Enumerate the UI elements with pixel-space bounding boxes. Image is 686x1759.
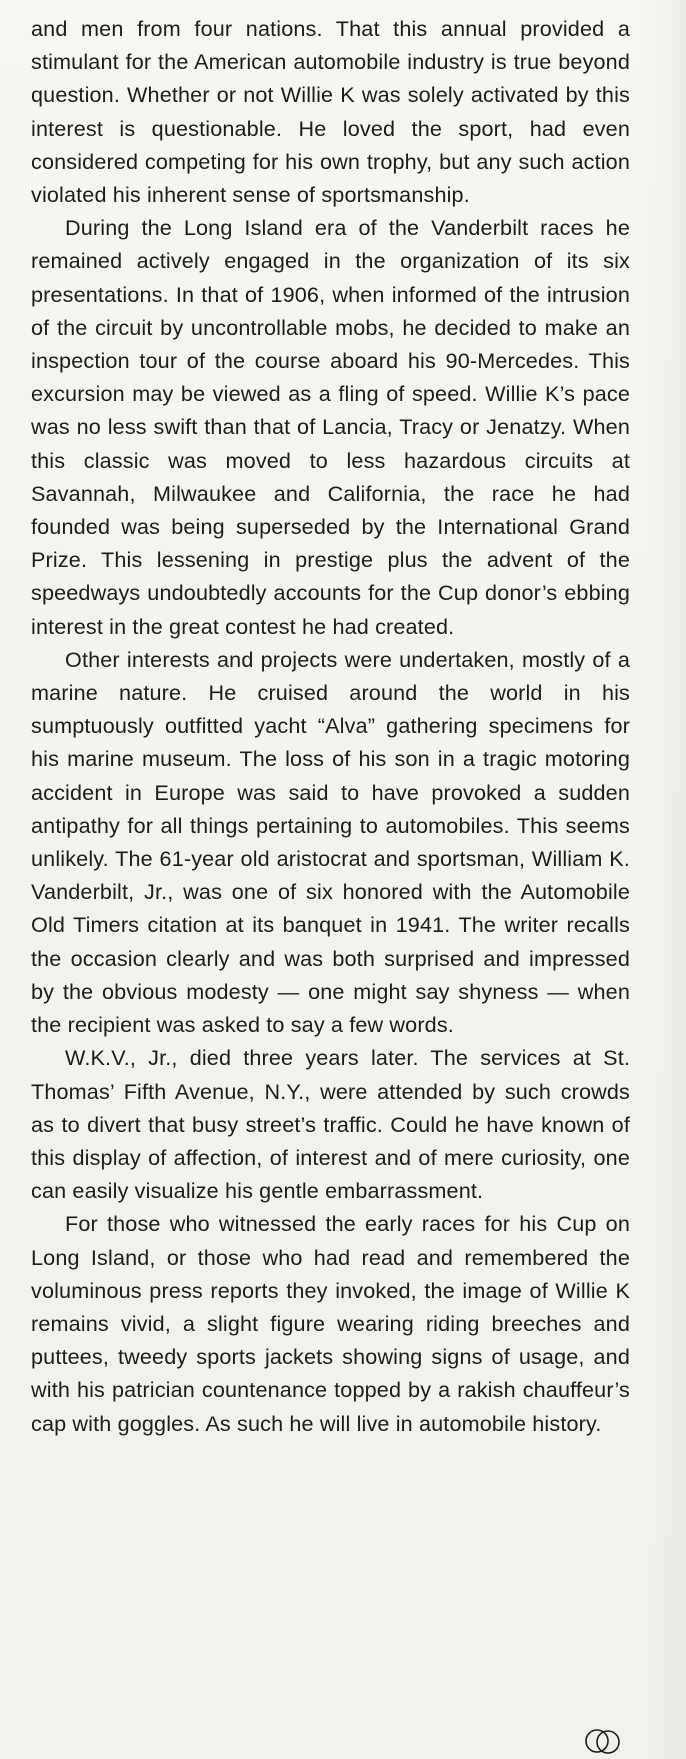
article-body <box>31 12 630 1440</box>
paragraph-other-interests: Other interests and projects were undertaken, mostly of a marine nature. He cruised around the world in his sumptuously outfitted yacht “Alva” gathering specimens for his marine museum. The loss of his son in a tragic motoring accident in Europe was said to have provoked a sudden antipathy for all things pertaining to automobiles. This seems unlikely. The 61-year old aristocrat and sportsman, William K. Vanderbilt, Jr., was one of six honored with the Automobile Old Timers citation at its banquet in 1941. The writer recalls the occasion clearly and was both surprised and impressed by the obvious modesty — one might say shyness — when the recipient was asked to say a few words. <box>31 646 630 1038</box>
end-ornament-icon <box>580 1727 626 1755</box>
paragraph-legacy: For those who witnessed the early races for his Cup on Long Island, or those who had read and remembered the voluminous press reports they invoked, the image of Willie K remains vivid, a slight figure wearing riding breeches and puttees, tweedy sports jackets showing signs of usage, and with his patrician countenance topped by a rakish chauffeur’s cap with goggles. As such he will live in automobile history. <box>31 1211 630 1436</box>
paragraph-death: W.K.V., Jr., died three years later. The services at St. Thomas’ Fifth Avenue, N.Y., were attended by such crowds as to divert that busy street’s traffic. Could he have known of this display of affection, of interest and of mere curiosity, one can easily visualize his gentle embarrassment. <box>31 1045 630 1204</box>
paragraph-continuation: and men from four nations. That this annual provided a stimulant for the American automobile industry is true beyond question. Whether or not Willie K was solely activated by this interest is questionable. He loved the sport, had even considered competing for his own trophy, but any such action violated his inherent sense of sportsmanship. <box>31 16 630 208</box>
paragraph-long-island-era: During the Long Island era of the Vanderbilt races he remained actively engaged in the organization of its six presentations. In that of 1906, when informed of the intrusion of the circuit by uncontrollable mobs, he decided to make an inspection tour of the course aboard his 90-Mercedes. This excursion may be viewed as a fling of speed. Willie K’s pace was no less swift than that of Lancia, Tracy or Jenatzy. When this classic was moved to less hazardous circuits at Savannah, Milwaukee and California, the race he had founded was being superseded by the International Grand Prize. This lessening in prestige plus the advent of the speedways undoubtedly accounts for the Cup donor’s ebbing interest in the great contest he had created. <box>31 215 630 639</box>
